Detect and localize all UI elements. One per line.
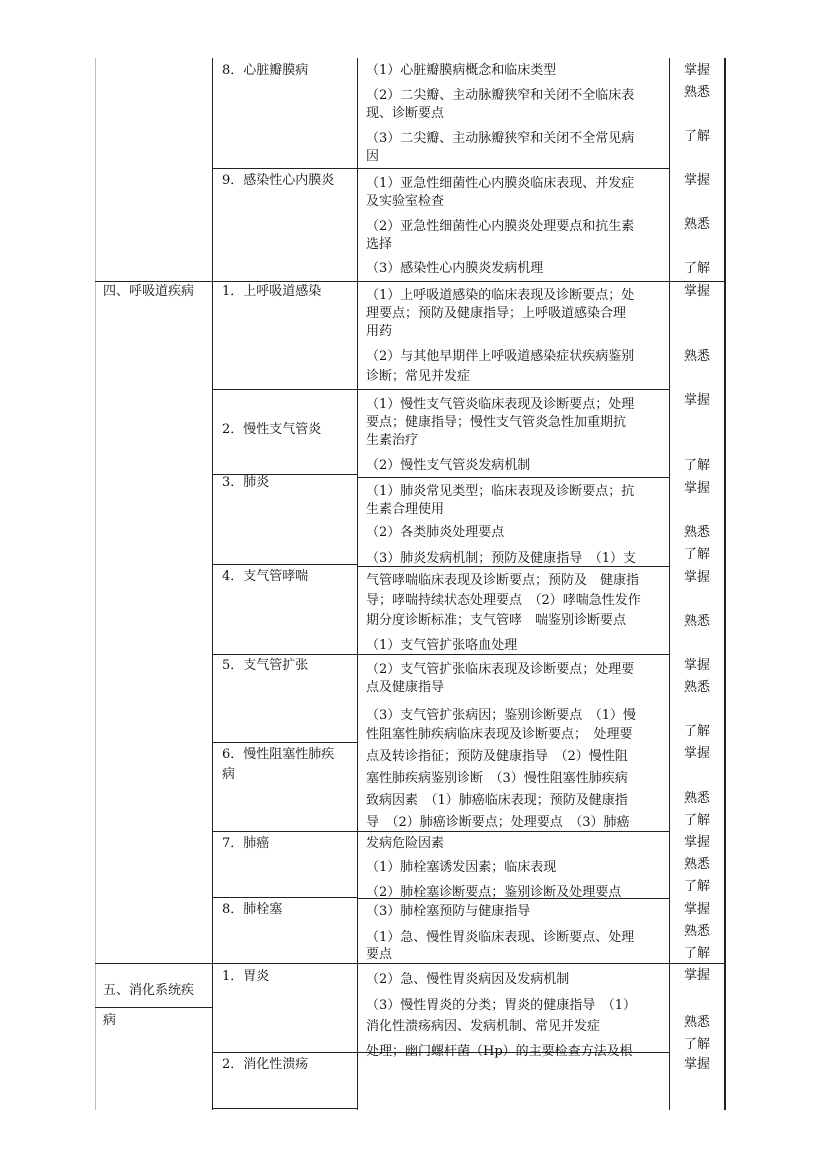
table-right-border (724, 58, 726, 1110)
disease-cell: 1．胃炎 (222, 969, 270, 984)
level-label: 掌握 (684, 173, 711, 188)
row-rule (212, 831, 357, 832)
content-line: 导 （2）肺癌诊断要点；处理要点 （3）肺癌 (366, 815, 630, 830)
content-line: 生素合理使用 (366, 502, 445, 517)
row-rule (212, 564, 357, 565)
content-line: （3）感染性心内膜炎发病机理 (366, 261, 544, 276)
content-line: （2）急、慢性胃炎病因及发病机制 (366, 972, 570, 987)
level-label: 熟悉 (684, 85, 711, 100)
level-label: 了解 (684, 813, 711, 828)
content-line: （3）肺栓塞预防与健康指导 (366, 904, 531, 919)
disease-cell: 4．支气管哮喘 (222, 569, 309, 584)
content-line: （2）肺栓塞诊断要点；鉴别诊断及处理要点 (366, 885, 622, 900)
content-line: 发病危险因素 (366, 836, 445, 851)
content-line: （1）慢性支气管炎临床表现及诊断要点；处理 (366, 397, 635, 412)
row-rule (212, 897, 357, 898)
level-label: 了解 (684, 879, 711, 894)
content-line: 期分度诊断标准；支气管哮 喘鉴别诊断要点 (366, 613, 627, 628)
level-label: 了解 (684, 129, 711, 144)
level-label: 了解 (684, 261, 711, 276)
content-line: 塞性肺疾病鉴别诊断 （3）慢性阻塞性肺疾病 (366, 771, 628, 786)
disease-cell: 2．消化性溃疡 (222, 1057, 309, 1072)
level-label: 了解 (684, 724, 711, 739)
table-left-border (95, 58, 96, 1110)
content-line: 点及健康指导 (366, 680, 445, 695)
row-rule (95, 1007, 212, 1008)
content-line: 理要点；预防及健康指导；上呼吸道感染合理 (366, 306, 627, 321)
level-label: 熟悉 (684, 614, 711, 629)
content-line: （3）二尖瓣、主动脉瓣狭窄和关闭不全常见病 (366, 131, 635, 146)
content-line: 现、诊断要点 (366, 106, 445, 121)
disease-cell: 6．慢性阻塞性肺疾 (222, 747, 335, 762)
level-label: 掌握 (684, 63, 711, 78)
content-line: 消化性溃疡病因、发病机制、常见并发症 (366, 1019, 601, 1034)
content-line: 用药 (366, 324, 393, 339)
row-rule (212, 168, 357, 169)
category-cell: 病 (103, 1013, 117, 1028)
content-line: （3）肺炎发病机制；预防及健康指导 （1）支 (366, 551, 637, 566)
content-line: 因 (366, 149, 380, 164)
level-label: 熟悉 (684, 857, 711, 872)
disease-cell: 9．感染性心内膜炎 (222, 173, 335, 188)
level-label: 掌握 (684, 902, 711, 917)
content-line: （2）支气管扩张临床表现及诊断要点；处理要 (366, 662, 635, 677)
content-line: 诊断；常见并发症 (366, 369, 471, 384)
content-line: 处理；幽门螺杆菌（Hp）的主要检查方法及根 (366, 1044, 633, 1059)
content-line: 生素治疗 (366, 433, 419, 448)
content-line: （2）二尖瓣、主动脉瓣狭窄和关闭不全临床表 (366, 88, 635, 103)
content-line: （3）支气管扩张病因；鉴别诊断要点 （1）慢 (366, 708, 637, 723)
content-line: （2）慢性支气管炎发病机制 (366, 458, 531, 473)
row-rule (357, 477, 669, 478)
level-label: 了解 (684, 547, 711, 562)
content-line: 导；哮喘持续状态处理要点 （2）哮喘急性发作 (366, 593, 641, 608)
level-label: 掌握 (684, 658, 711, 673)
content-line: （1）上呼吸道感染的临床表现及诊断要点；处 (366, 288, 635, 303)
content-line: （3）慢性胃炎的分类；胃炎的健康指导 （1） (366, 998, 637, 1013)
content-line: 要点；健康指导；慢性支气管炎急性加重期抗 (366, 415, 627, 430)
level-label: 掌握 (684, 570, 711, 585)
row-rule (95, 963, 725, 964)
content-line: （1）肺栓塞诱发因素；临床表现 (366, 860, 557, 875)
level-label: 熟悉 (684, 680, 711, 695)
content-line: （1）支气管扩张咯血处理 (366, 638, 518, 653)
disease-cell: 3．肺炎 (222, 475, 270, 490)
content-line: 性阻塞性肺疾病临床表现及诊断要点； 处理要 (366, 727, 633, 742)
content-line: （1）急、慢性胃炎临床表现、诊断要点、处理 (366, 930, 635, 945)
row-rule (212, 742, 357, 743)
level-label: 了解 (684, 458, 711, 473)
level-label: 熟悉 (684, 525, 711, 540)
content-line: （2）各类肺炎处理要点 (366, 525, 505, 540)
disease-cell: 7．肺癌 (222, 836, 270, 851)
content-line: （2）亚急性细菌性心内膜炎处理要点和抗生素 (366, 219, 635, 234)
level-label: 掌握 (684, 284, 711, 299)
content-line: （1）肺炎常见类型；临床表现及诊断要点；抗 (366, 484, 635, 499)
content-line: 及实验室检查 (366, 194, 445, 209)
level-label: 熟悉 (684, 217, 711, 232)
level-label: 熟悉 (684, 349, 711, 364)
disease-cell: 1．上呼吸道感染 (222, 284, 322, 299)
content-line: 要点 (366, 947, 393, 962)
disease-cell: 2．慢性支气管炎 (222, 422, 322, 437)
row-rule (212, 389, 669, 390)
disease-cell: 8．心脏瓣膜病 (222, 63, 309, 78)
col-divider-level (669, 58, 670, 1110)
level-label: 熟悉 (684, 791, 711, 806)
level-label: 掌握 (684, 393, 711, 408)
level-label: 掌握 (684, 1057, 711, 1072)
level-label: 了解 (684, 946, 711, 961)
level-label: 熟悉 (684, 924, 711, 939)
content-line: 致病因素 （1）肺癌临床表现；预防及健康指 (366, 793, 628, 808)
content-line: 气管哮喘临床表现及诊断要点；预防及 健康指 (366, 573, 640, 588)
category-cell: 四、呼吸道疾病 (103, 284, 195, 299)
row-rule (357, 168, 669, 169)
content-line: 点及转诊指征；预防及健康指导 （2）慢性阻 (366, 749, 628, 764)
level-label: 熟悉 (684, 1015, 711, 1030)
row-rule (212, 1108, 357, 1109)
level-label: 了解 (684, 1037, 711, 1052)
col-divider-content (357, 58, 358, 1110)
content-line: （1）亚急性细菌性心内膜炎临床表现、并发症 (366, 176, 635, 191)
content-line: 选择 (366, 237, 393, 252)
level-label: 掌握 (684, 746, 711, 761)
level-label: 掌握 (684, 968, 711, 983)
disease-cell: 8．肺栓塞 (222, 902, 283, 917)
disease-cell: 5．支气管扩张 (222, 658, 309, 673)
level-label: 掌握 (684, 835, 711, 850)
content-line: （1）心脏瓣膜病概念和临床类型 (366, 63, 557, 78)
col-divider-disease (212, 58, 213, 1110)
disease-cell: 病 (222, 767, 236, 782)
category-cell: 五、消化系统疾 (103, 983, 195, 998)
content-line: （2）与其他早期伴上呼吸道感染症状疾病鉴别 (366, 349, 635, 364)
level-label: 掌握 (684, 481, 711, 496)
